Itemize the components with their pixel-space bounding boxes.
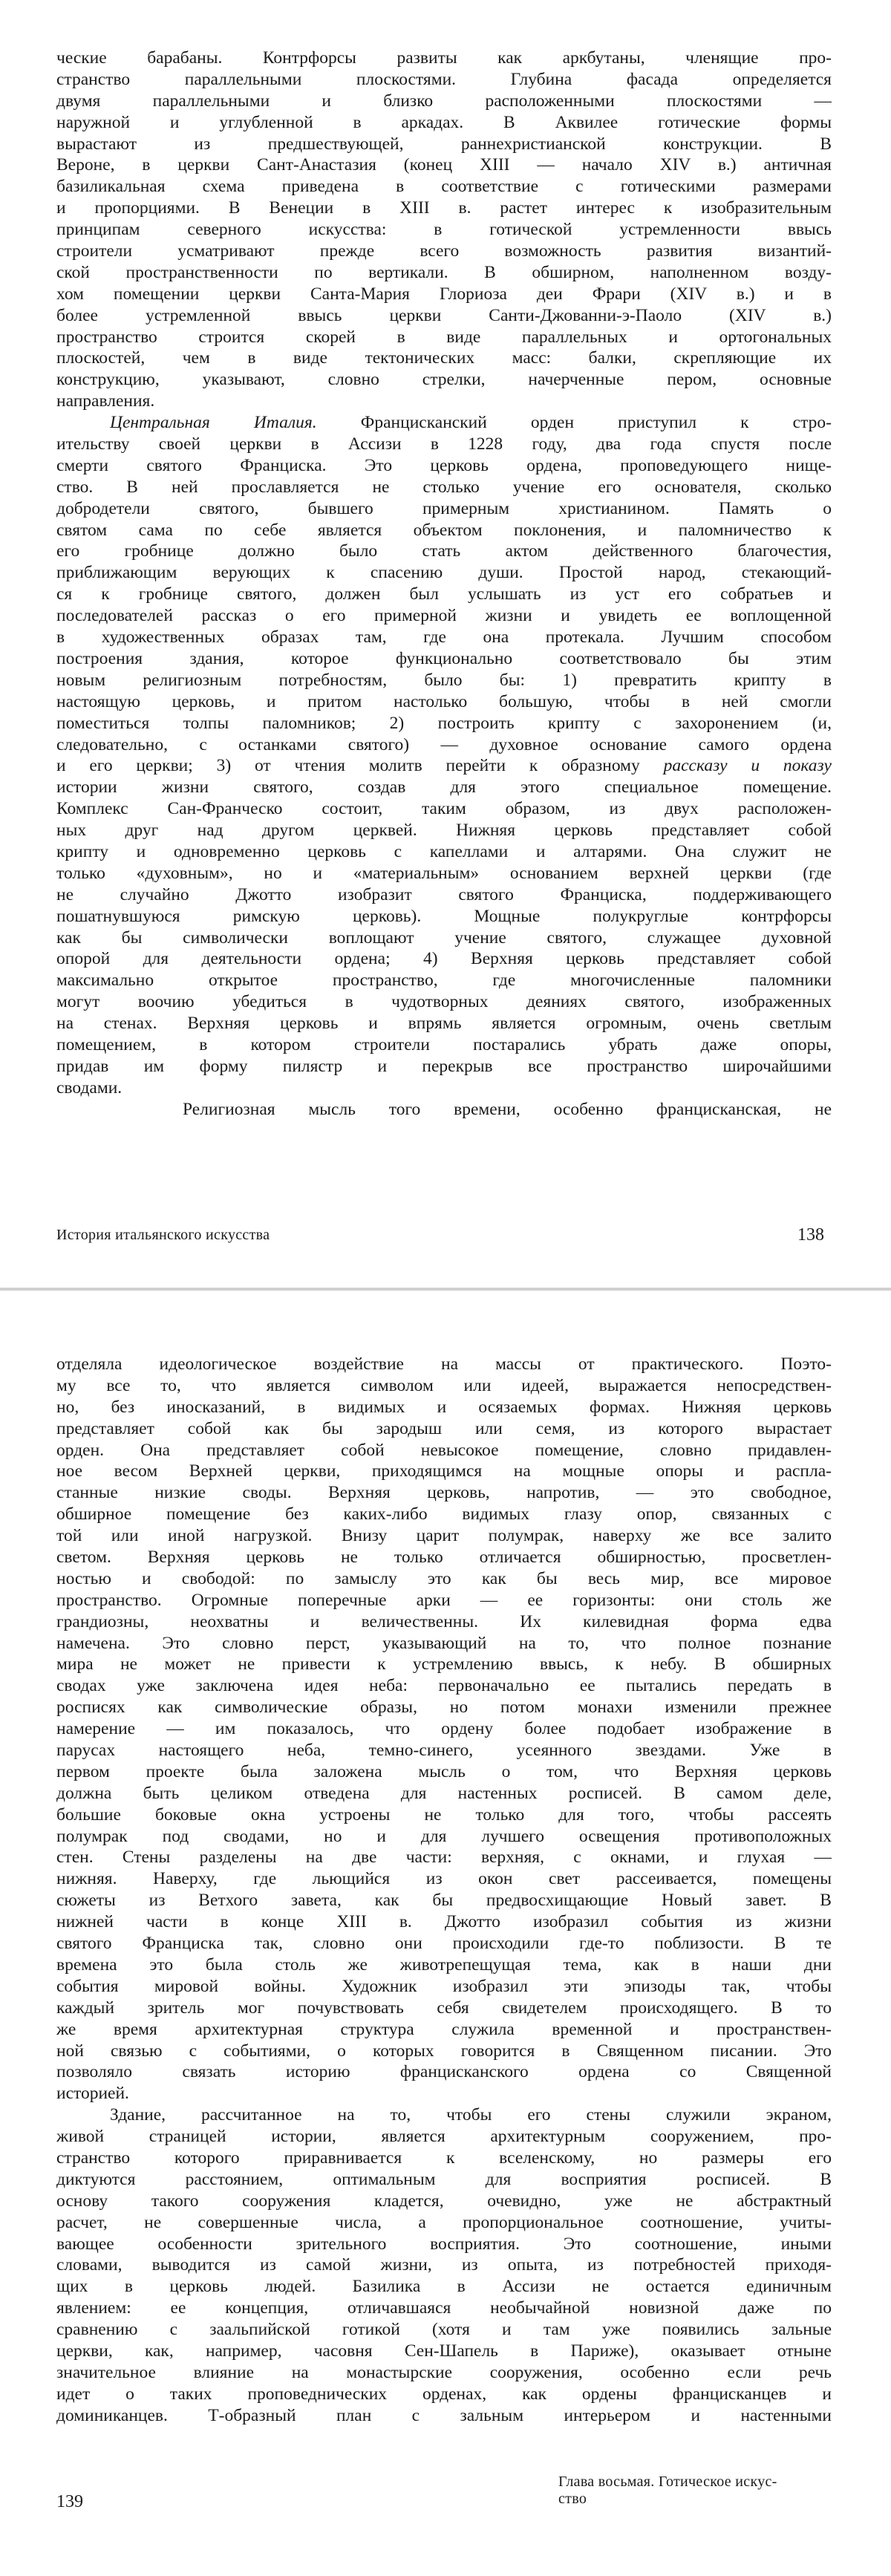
text-line: намечена. Это словно перст, указывающий на то, что полное познание [56,1633,832,1653]
text-line: орден. Она представляет собой невысокое помещение, словно придавлен- [56,1440,832,1460]
text-span: Францисканский орден приступил к стро- [316,413,832,433]
text-span: и его церкви; 3) от чтения молитв перейти к образному [56,756,664,776]
text-line: Вероне, в церкви Сант-Анастазия (конец XIII — начало XIV в.) античная [56,155,832,175]
text-line: двумя параллельными и близко расположенными плоскостями — [56,91,832,111]
text-line: сравнению с заальпийской готикой (хотя и там уже появились зальные [56,2320,832,2340]
text-line: святом сама по себе является объектом поклонения, и паломничество к [56,520,832,540]
text-line: полумрак под сводами, но и для лучшего освещения противоположных [56,1826,832,1846]
text-line: настоящую церковь, и притом настолько большую, чтобы в ней смогли [56,691,832,711]
text-line: светом. Верхняя церковь не только отличается обширностью, просветлен- [56,1548,832,1568]
text-line: времена это была столь же животрепещущая тема, как в наши дни [56,1954,832,1975]
page-number: 138 [797,1225,824,1245]
text-line: сводами. [56,1077,123,1098]
text-line: сводах уже заключена идея неба: первоначально ее пытались передать в [56,1676,832,1696]
text-line: доминиканцев. Т-образный план с зальным интерьером и настенными [56,2405,832,2425]
running-footer-title-line1: Глава восьмая. Готическое искус- [558,2474,777,2490]
text-line: парусах настоящего неба, темно-синего, усеянного звездами. Уже в [56,1741,832,1761]
text-line: направления. [56,391,155,411]
text-line: ной связью с событиями, о которых говорится в Священном писании. Это [56,2041,832,2061]
text-line: вающее особенности зрительного восприятия. Это соотношение, иными [56,2234,832,2254]
text-line: Комплекс Сан-Франческо состоит, таким образом, из двух расположен- [56,799,832,819]
text-line: истории жизни святого, создав для этого специальное помещение. [56,777,832,798]
text-line: как бы символически воплощают учение святого, служащее духовной [56,927,832,948]
text-line: строители усматривают прежде всего возможность развития византий- [56,241,832,261]
text-line: опорой для деятельности ордена; 4) Верхняя церковь представляет собой [56,949,832,969]
text-line: вырастают из предшествующей, раннехристианской конструкции. В [56,134,832,154]
text-line: основу такого сооружения кладется, очевидно, уже не абстрактный [56,2191,832,2211]
text-line: смерти святого Франциска. Это церковь ордена, проповедующего нище- [56,455,832,475]
text-line: диктуются расстоянием, оптимальным для восприятия росписей. В [56,2169,832,2189]
text-line: пространство. Огромные поперечные арки — ее горизонты: они столь же [56,1590,832,1610]
text-line: не случайно Джотто изобразит святого Франциска, поддерживающего [56,884,832,904]
text-line: и пропорциями. В Венеции в XIII в. растет интерес к изобразительным [56,198,832,218]
text-line: стен. Стены разделены на две части: верхняя, с окнами, и глухая — [56,1848,832,1868]
text-line: живой страницей истории, является архитектурным сооружением, про- [56,2127,832,2147]
text-line: должна быть целиком отведена для настенных росписей. В самом деле, [56,1783,832,1803]
text-line: грандиозны, неохватны и величественны. Их килевидная форма едва [56,1611,832,1631]
text-line: приближающим верующих к спасению души. Простой народ, стекающий- [56,563,832,583]
text-line: мира не может не привести к устремлению ввысь, к небу. В обширных [56,1654,832,1675]
text-line: ство. В ней прославляется не столько учение его основателя, сколько [56,477,832,497]
text-line: же время архитектурная структура служила временной и пространствен- [56,2019,832,2039]
text-line: той или иной нагрузкой. Внизу царит полумрак, наверху же все залито [56,1526,832,1546]
text-line: каждый зритель мог почувствовать себя свидетелем происходящего. В то [56,1998,832,2018]
text-line: обширное помещение без каких-либо видимых глазу опор, связанных с [56,1504,832,1525]
text-line: историей. [56,2084,129,2104]
text-line: нижняя. Наверху, где льющийся из окон свет рассеивается, помещены [56,1869,832,1889]
text-line: следовательно, с останками святого) — духовное основание самого ордена [56,734,832,754]
text-line: ческие барабаны. Контрфорсы развиты как аркбутаны, членящие про- [56,48,832,68]
text-line: нижней части в конце XIII в. Джотто изобразил события из жизни [56,1912,832,1932]
text-line: расчет, не совершенные числа, а пропорциональное соотношение, учиты- [56,2212,832,2232]
text-line: Религиозная мысль того времени, особенно францисканская, не [183,1099,832,1119]
text-line: щих в церковь людей. Базилика в Ассизи не остается единичным [56,2277,832,2297]
text-line: росписях как символические образы, но потом монахи изменили прежнее [56,1698,832,1718]
text-line: хом помещении церкви Санта-Мария Глориоза деи Фрари (XIV в.) и в [56,284,832,304]
text-line: принципам северного искусства: в готической устремленности ввысь [56,220,832,240]
text-line: на стенах. Верхняя церковь и впрямь является огромным, очень светлым [56,1014,832,1034]
running-footer-title-line2: ство [558,2491,587,2507]
text-line: пространство строится скорей в виде параллельных и ортогональных [56,327,832,347]
text-line: базиликальная схема приведена в соответствие с готическими размерами [56,177,832,197]
text-line: ное весом Верхней церкви, приходящимся на мощные опоры и распла- [56,1461,832,1481]
text-line: церкви, как, например, часовня Сен-Шапель в Париже), оказывает отныне [56,2341,832,2361]
italic-text: Центральная Италия. [110,413,317,433]
text-line: странство которого приравнивается к вселенскому, но размеры его [56,2148,832,2168]
text-line: ской пространственности по вертикали. В обширном, наполненном возду- [56,262,832,282]
text-line: отделяла идеологическое воздействие на массы от практического. Поэто- [56,1354,832,1374]
text-line: конструкцию, указывают, словно стрелки, начерченные пером, основные [56,370,832,390]
text-line: более устремленной ввысь церкви Санти-Джованни-э-Паоло (XIV в.) [56,305,832,325]
text-line: события мировой войны. Художник изобразил эти эпизоды так, чтобы [56,1976,832,1996]
text-line: но, без иносказаний, в видимых и осязаемых формах. Нижняя церковь [56,1397,832,1417]
text-line: намерение — им показалось, что ордену более подобает изображение в [56,1719,832,1739]
text-line: большие боковые окна устроены не только для того, чтобы рассеять [56,1804,832,1825]
text-line: станные низкие своды. Верхняя церковь, напротив, — это свободное, [56,1483,832,1503]
text-line: святого Франциска так, словно они происходили где-то поблизости. В те [56,1934,832,1954]
text-line: первом проекте была заложена мысль о том, что Верхняя церковь [56,1761,832,1781]
text-line: поместиться толпы паломников; 2) построить крипту с захоронением (и, [56,713,832,733]
text-line: последователей рассказ о его примерной жизни и увидеть ее воплощенной [56,606,832,626]
text-line: ся к гробнице святого, должен был услышать из уст его собратьев и [56,584,832,604]
text-line: максимально открытое пространство, где многочисленные паломники [56,971,832,991]
text-line: его гробнице должно было стать актом действенного благочестия, [56,541,832,561]
page-138-body-text [56,48,832,1121]
running-footer-title [558,2474,777,2508]
running-footer-title: История итальянского искусства [56,1227,270,1243]
text-line: Здание, рассчитанное на то, чтобы его стены служили экраном, [110,2105,832,2125]
text-line: придав им форму пилястр и перекрыв все пространство широчайшими [56,1056,832,1076]
text-line: могут воочию убедиться в чудотворных деяниях святого, изображенных [56,992,832,1012]
text-line: идет о таких проповеднических орденах, как ордены францисканцев и [56,2384,832,2404]
text-line: добродетели святого, бывшего примерным христианином. Память о [56,498,832,518]
text-line [56,755,832,777]
text-line [56,412,832,434]
text-line: сюжеты из Ветхого завета, как бы предвосхищающие Новый завет. В [56,1891,832,1911]
text-line: построения здания, которое функционально соответствовало бы этим [56,648,832,668]
text-line: плоскостей, чем в виде тектонических масс: балки, скрепляющие их [56,348,832,368]
text-line: му все то, что является символом или идеей, выражается непосредствен- [56,1375,832,1395]
text-line: крипту и одновременно церковь с капеллами и алтарями. Она служит не [56,841,832,861]
page-number: 139 [56,2492,83,2511]
text-line: новым религиозным потребностям, было бы: 1) превратить крипту в [56,670,832,690]
text-line: позволяло связать историю францисканского ордена со Священной [56,2062,832,2082]
italic-text: рассказу и показу [663,756,832,776]
text-line: ительству своей церкви в Ассизи в 1228 году, два года спустя после [56,434,832,454]
page-139-body-text [56,1354,832,2427]
page-139 [0,1291,891,2576]
text-line: только «духовным», но и «материальным» основанием верхней церкви (где [56,863,832,883]
text-line: наружной и углубленной в аркадах. В Аквилее готические формы [56,112,832,132]
text-line: в художественных образах там, где она протекала. Лучшим способом [56,627,832,648]
text-line: странство параллельными плоскостями. Глубина фасада определяется [56,69,832,89]
text-line: ных друг над другом церквей. Нижняя церковь представляет собой [56,821,832,841]
text-line: явлением: ее концепция, отличавшаяся необычайной новизной даже по [56,2298,832,2318]
text-line: представляет собой как бы зародыш или семя, из которого вырастает [56,1418,832,1438]
text-line: пошатнувшуюся римскую церковь). Мощные полукруглые контрфорсы [56,906,832,926]
text-line: словами, выводится из самой жизни, из опыта, из потребностей приходя- [56,2255,832,2275]
text-line: помещением, в котором строители постарались убрать даже опоры, [56,1034,832,1054]
text-line: ностью и свободой: по замыслу это как бы весь мир, все мировое [56,1568,832,1588]
text-line: значительное влияние на монастырские сооружения, особенно если речь [56,2362,832,2382]
